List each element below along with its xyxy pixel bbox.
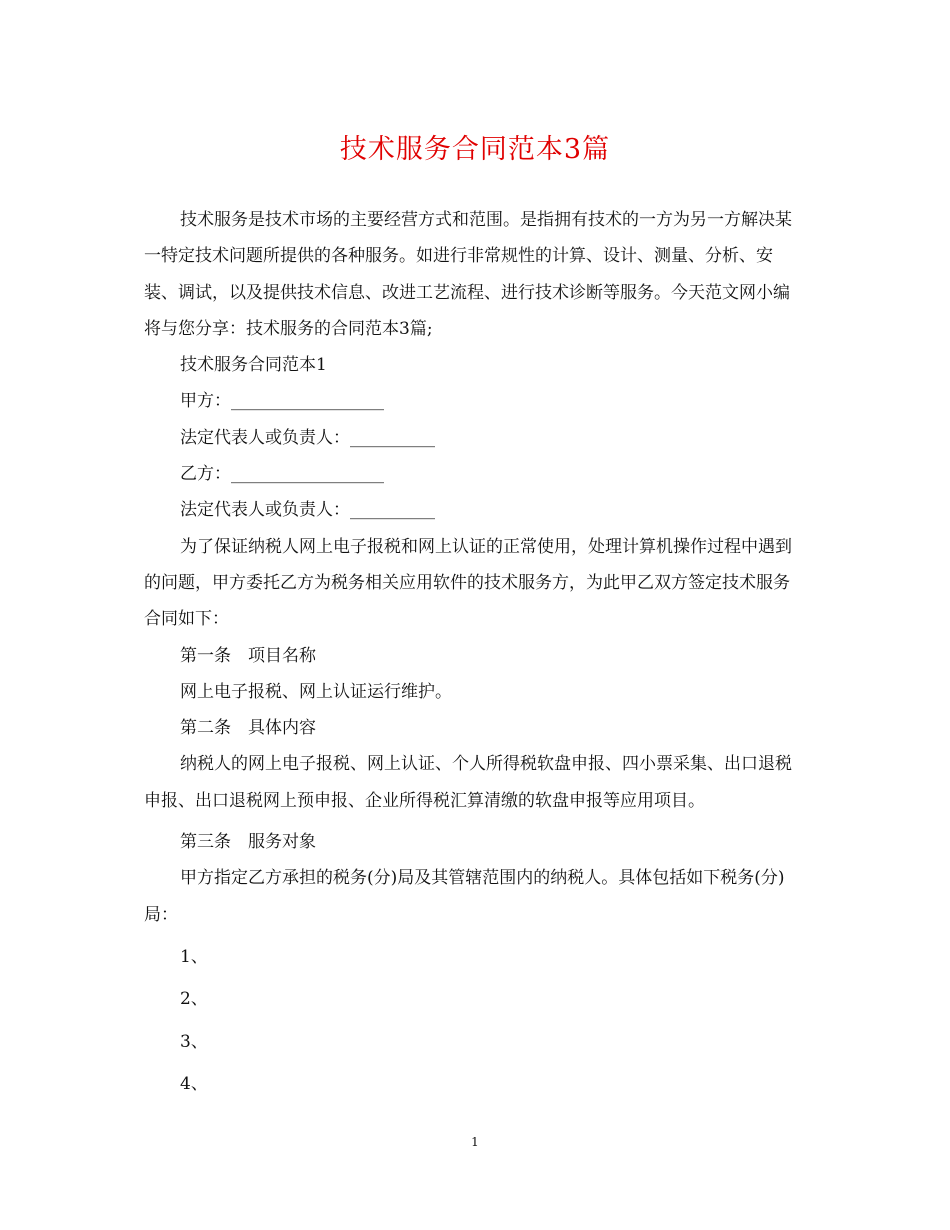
article-2-text: 纳税人的网上电子报税、网上认证、个人所得税软盘申报、四小票采集、出口退税申报、出口退税网上预申报、企业所得税汇算清缴的软盘申报等应用项目。 — [144, 754, 792, 811]
article-1-text: 网上电子报税、网上认证运行维护。 — [180, 681, 452, 702]
party-a-line: 甲方：__________________ — [180, 391, 384, 412]
article-3-heading: 第三条 服务对象 — [180, 832, 316, 853]
article-2-heading: 第二条 具体内容 — [180, 718, 316, 739]
party-b-representative-line: 法定代表人或负责人：__________ — [180, 500, 435, 521]
intro-paragraph: 技术服务是技术市场的主要经营方式和范围。是指拥有技术的一方为另一方解决某一特定技术问题所提供的各种服务。如进行非常规性的计算、设计、测量、分析、安装、调试，以及提供技术信息、改进工艺流程、进行技术诊断等服务。今天范文网小编将与您分享：技术服务的合同范本3篇; — [144, 210, 792, 339]
page-number: 1 — [471, 1135, 479, 1149]
list-item-4: 4、 — [180, 1073, 208, 1094]
list-item-1: 1、 — [180, 946, 208, 967]
list-item-3: 3、 — [180, 1031, 208, 1052]
section-heading: 技术服务合同范本1 — [180, 355, 327, 376]
document-title: 技术服务合同范本3篇 — [339, 134, 611, 165]
article-3-text: 甲方指定乙方承担的税务(分)局及其管辖范围内的纳税人。具体包括如下税务(分)局： — [144, 868, 785, 925]
party-a-representative-line: 法定代表人或负责人：__________ — [180, 427, 435, 448]
article-1-heading: 第一条 项目名称 — [180, 645, 316, 666]
list-item-2: 2、 — [180, 989, 208, 1010]
document-body — [144, 202, 806, 1102]
party-b-line: 乙方：__________________ — [180, 464, 384, 485]
preamble-paragraph: 为了保证纳税人网上电子报税和网上认证的正常使用，处理计算机操作过程中遇到的问题，甲方委托乙方为税务相关应用软件的技术服务方，为此甲乙双方签定技术服务合同如下： — [144, 536, 792, 630]
